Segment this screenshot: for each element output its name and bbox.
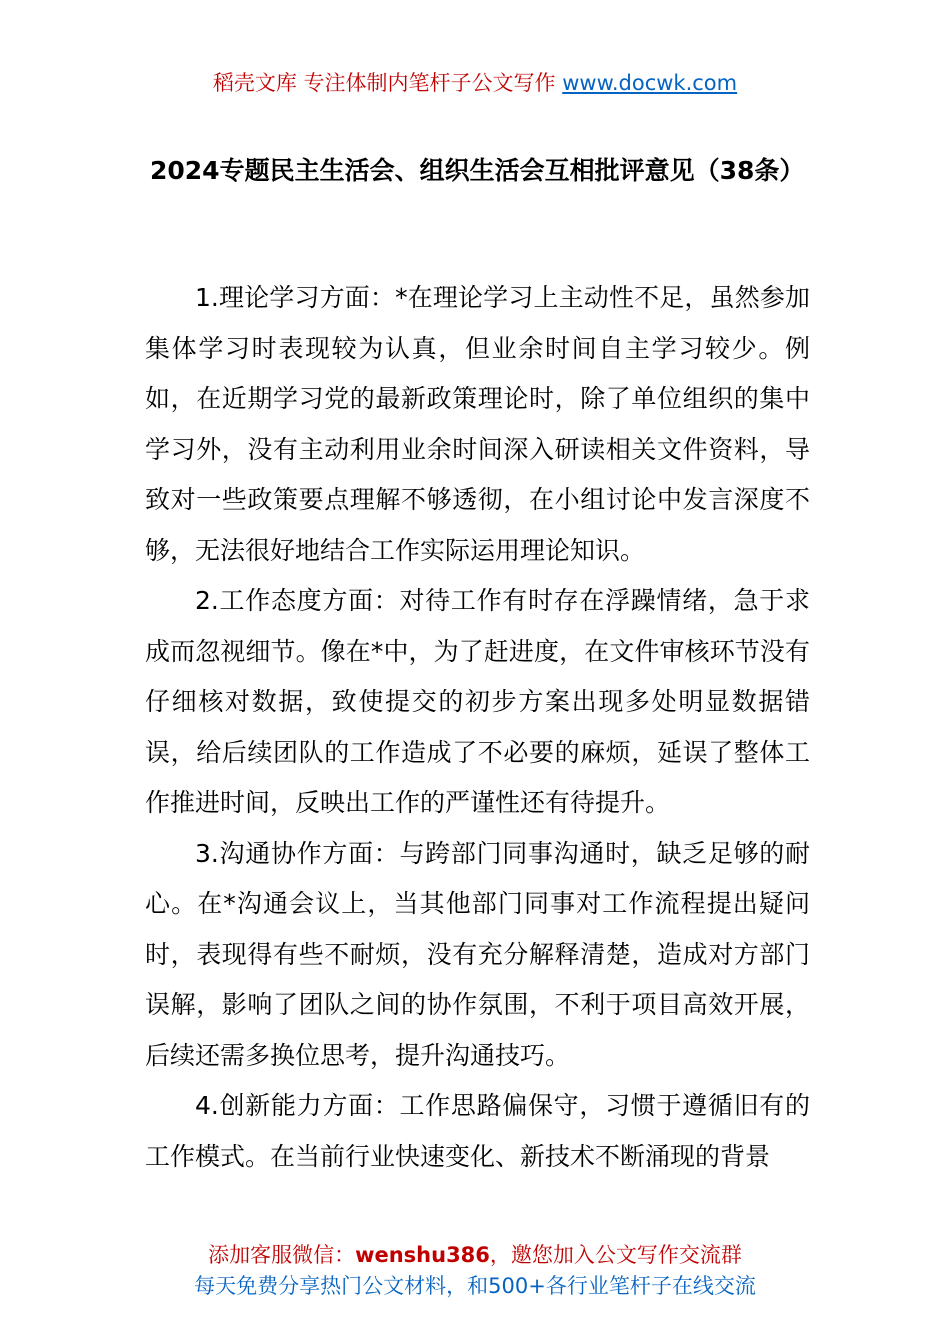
footer-wechat-id: wenshu386 — [355, 1243, 490, 1267]
footer-wechat-prefix: 添加客服微信： — [208, 1243, 356, 1267]
footer-wechat-suffix: ，邀您加入公文写作交流群 — [489, 1243, 742, 1267]
paragraph-work-attitude: 2.工作态度方面：对待工作有时存在浮躁情绪，急于求成而忽视细节。像在*中，为了赶进度，在文件审核环节没有仔细核对数据，致使提交的初步方案出现多处明显数据错误，给后续团队的工作造成了不必要的麻烦，延误了整体工作推进时间，反映出工作的严谨性还有待提升。 — [145, 586, 810, 817]
brand-text: 稻壳文库 专注体制内笔杆子公文写作 — [212, 71, 556, 95]
paragraph-innovation: 4.创新能力方面：工作思路偏保守，习惯于遵循旧有的工作模式。在当前行业快速变化、新技术不断涌现的背景 — [145, 1091, 810, 1171]
page-header — [0, 68, 950, 98]
footer-share-line: 每天免费分享热门公文材料，和500+各行业笔杆子在线交流 — [194, 1274, 756, 1298]
document-body — [145, 273, 810, 1183]
paragraph-theory-study: 1.理论学习方面：*在理论学习上主动性不足，虽然参加集体学习时表现较为认真，但业余时间自主学习较少。例如，在近期学习党的最新政策理论时，除了单位组织的集中学习外，没有主动利用业余时间深入研读相关文件资料，导致对一些政策要点理解不够透彻，在小组讨论中发言深度不够，无法很好地结合工作实际运用理论知识。 — [145, 283, 810, 565]
document-title: 2024专题民主生活会、组织生活会互相批评意见（38条） — [150, 156, 805, 185]
page-footer — [0, 1240, 950, 1302]
site-link[interactable]: www.docwk.com — [562, 71, 738, 95]
footer-wechat-line — [0, 1240, 950, 1271]
paragraph-communication: 3.沟通协作方面：与跨部门同事沟通时，缺乏足够的耐心。在*沟通会议上，当其他部门同事对工作流程提出疑问时，表现得有些不耐烦，没有充分解释清楚，造成对方部门误解，影响了团队之间的协作氛围，不利于项目高效开展，后续还需多换位思考，提升沟通技巧。 — [145, 838, 810, 1070]
